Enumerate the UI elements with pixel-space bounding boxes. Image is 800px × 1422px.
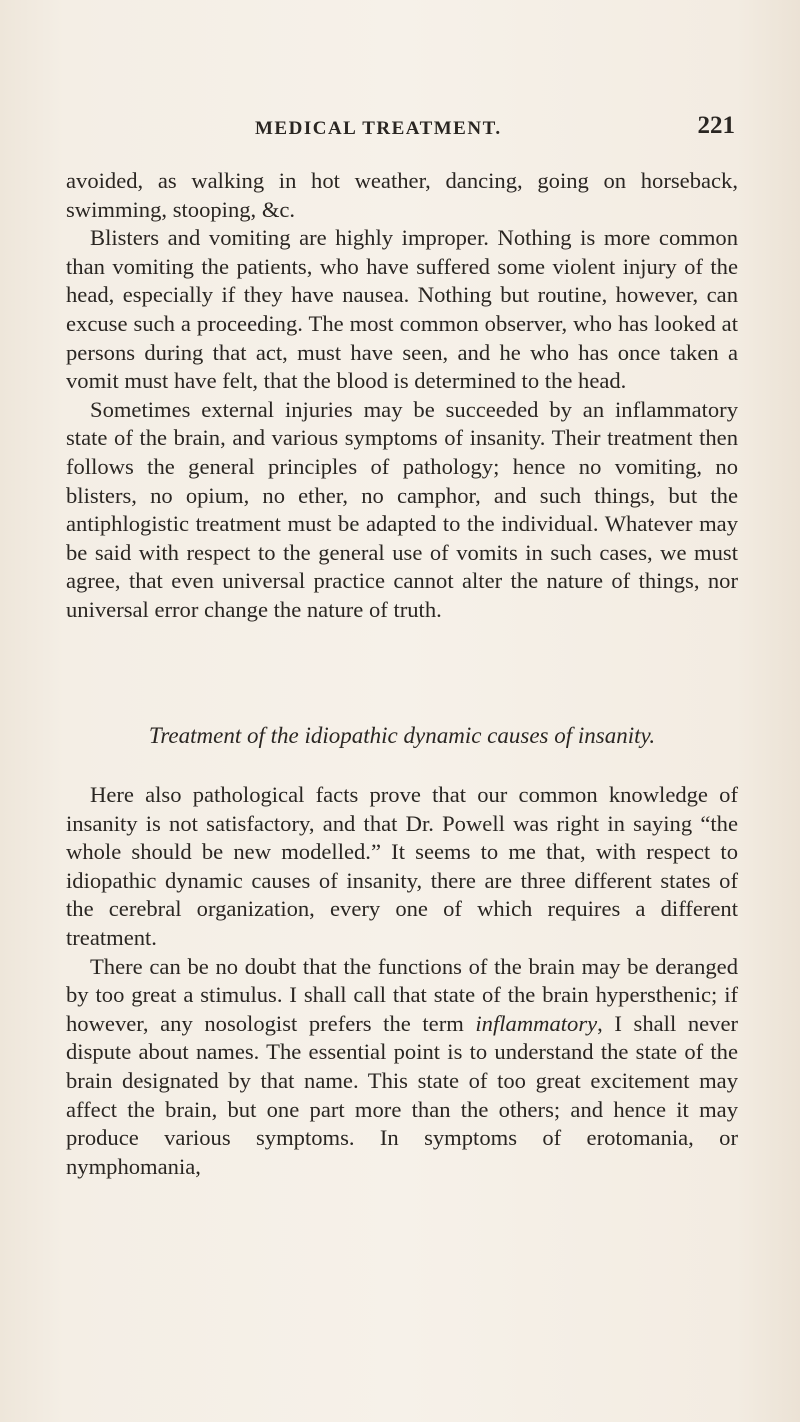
page-number: 221 xyxy=(697,112,735,139)
body-text-top xyxy=(66,167,738,625)
paragraph-2: Blisters and vomiting are highly improper. Nothing is more common than vomiting the patients, who have suffered some violent injury of the head, especially if they have nausea. Nothing but routine, however, can excuse such a proceeding. The most common observer, who has looked at persons during that act, must have seen, and he who has once taken a vomit must have felt, that the blood is determined to the head. xyxy=(66,225,738,394)
paragraph-5 xyxy=(66,953,738,1182)
body-text-bottom xyxy=(66,781,738,1181)
term-inflammatory: inflammatory xyxy=(475,1010,598,1036)
paragraph-5-part-1: There can be no doubt that the functions of the brain may be deranged by too great a stimulus. I shall call that state of the brain hypersthenic; if however, any nosologist prefers the term xyxy=(66,953,738,1036)
section-heading: Treatment of the idiopathic dynamic causes of insanity. xyxy=(148,723,656,748)
page-header xyxy=(255,112,735,152)
paragraph-5-part-2: , I shall never dispute about names. The essential point is to understand the state of the brain designated by that name. This state of too great excitement may affect the brain, but one part more than the others; and hence it may produce various symptoms. In symptoms of erotomania, or nymphomania, xyxy=(66,1010,739,1179)
running-head: MEDICAL TREATMENT. xyxy=(255,118,502,139)
paragraph-3: Sometimes external injuries may be succeeded by an inflammatory state of the brain, and various symptoms of insanity. Their treatment then follows the general principles of pathology; hence no vomiting, no blisters, no opium, no ether, no camphor, and such things, but the antiphlogistic treatment must be adapted to the individual. Whatever may be said with respect to the general use of vomits in such cases, we must agree, that even universal practice cannot alter the nature of things, nor universal error change the nature of truth. xyxy=(66,396,738,622)
paragraph-1: avoided, as walking in hot weather, dancing, going on horseback, swimming, stooping, &c. xyxy=(66,168,738,222)
paragraph-4: Here also pathological facts prove that our common knowledge of insanity is not satisfactory, and that Dr. Powell was right in saying “the whole should be new modelled.” It seems to me that, with respect to idiopathic dynamic causes of insanity, there are three different states of the cerebral organization, every one of which requires a different treatment. xyxy=(66,782,738,950)
